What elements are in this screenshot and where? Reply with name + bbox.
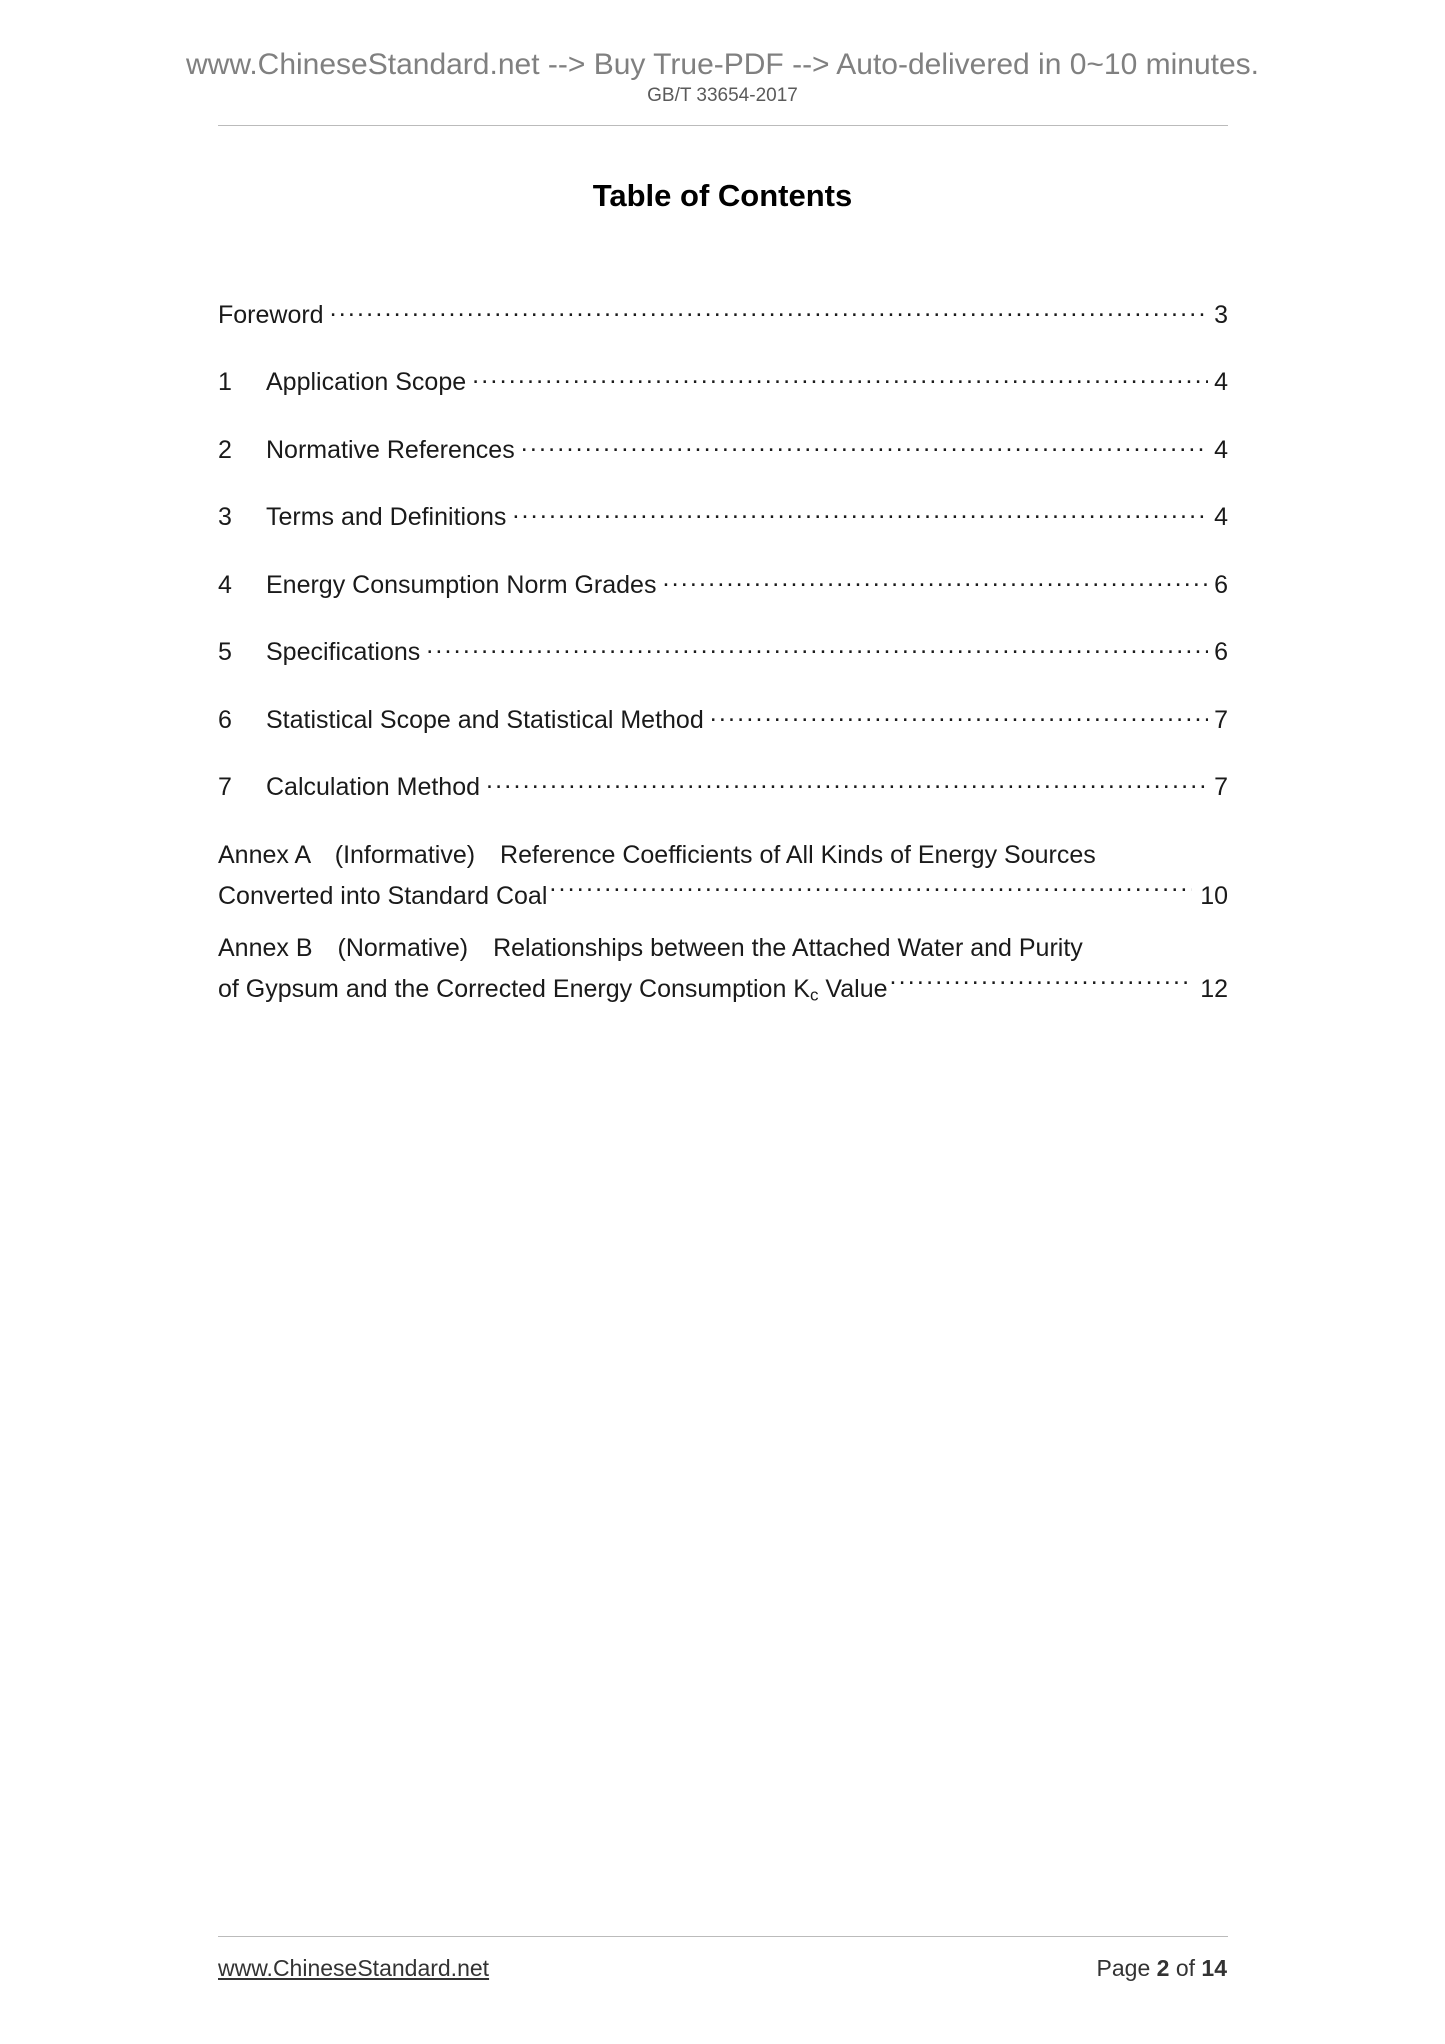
footer-divider: [218, 1936, 1228, 1937]
footer-page-number: 2: [1156, 1955, 1170, 1981]
toc-leader-dots: [662, 565, 1208, 593]
toc-annex-b-line2-after: Value: [818, 974, 888, 1003]
toc-entry-page: 7: [1214, 773, 1228, 801]
toc-entry-label: Terms and Definitions: [266, 503, 507, 531]
toc-entry-number: 2: [218, 435, 232, 464]
toc-leader-dots: [549, 876, 1192, 904]
toc-entry-page: 4: [1214, 368, 1228, 396]
toc-entry-page: 7: [1214, 705, 1228, 734]
toc-entry-number: 1: [218, 368, 232, 396]
watermark-banner: www.ChineseStandard.net --> Buy True-PDF --> Auto-delivered in 0~10 minutes.: [185, 48, 1260, 81]
toc-entry[interactable]: [218, 295, 1228, 330]
toc-entry[interactable]: [218, 565, 1228, 600]
toc-entry[interactable]: [218, 363, 1228, 398]
toc-entry[interactable]: [218, 633, 1228, 668]
toc-entry[interactable]: [218, 430, 1228, 465]
toc-annex-b-line2-before: of Gypsum and the Corrected Energy Consumption K: [218, 974, 810, 1003]
header-divider: [218, 125, 1228, 126]
toc-leader-dots: [330, 295, 1209, 323]
toc-entry-annex-b[interactable]: [218, 928, 1228, 1009]
toc-entry-number: 7: [218, 773, 232, 801]
table-of-contents: [218, 295, 1228, 1021]
footer-page-middle: of: [1169, 1955, 1202, 1981]
toc-annex-b-line2: [218, 969, 888, 1010]
toc-annex-b-page: 12: [1200, 974, 1228, 1003]
toc-entry-number: 5: [218, 638, 232, 666]
toc-entry-annex-a[interactable]: [218, 835, 1228, 916]
toc-entry-label: Application Scope: [266, 368, 467, 396]
toc-entry-page: 4: [1214, 435, 1228, 464]
footer-page-indicator: [1097, 1955, 1227, 1982]
toc-annex-a-line2: Converted into Standard Coal: [218, 881, 548, 910]
footer-site-link[interactable]: www.ChineseStandard.net: [218, 1955, 490, 1981]
toc-entry-label: Statistical Scope and Statistical Method: [266, 705, 704, 734]
toc-entry-label: Foreword: [218, 300, 324, 329]
toc-annex-a-line1: Annex A (Informative) Reference Coefficients of All Kinds of Energy Sources: [218, 841, 1096, 869]
toc-entry[interactable]: [218, 768, 1228, 803]
toc-leader-dots: [890, 969, 1193, 997]
toc-entry-number: 6: [218, 705, 232, 734]
toc-annex-b-line1: Annex B (Normative) Relationships between the Attached Water and Purity: [218, 934, 1083, 962]
toc-entry-page: 3: [1214, 300, 1228, 329]
page-title: Table of Contents: [592, 178, 853, 213]
footer-page-total: 14: [1201, 1955, 1227, 1981]
toc-entry-page: 6: [1214, 570, 1228, 599]
toc-entry[interactable]: [218, 700, 1228, 735]
footer-page-prefix: Page: [1096, 1955, 1157, 1981]
toc-leader-dots: [710, 700, 1208, 728]
toc-entry-label: Energy Consumption Norm Grades: [266, 570, 657, 599]
toc-entry-label: Calculation Method: [266, 773, 481, 801]
toc-entry-label: Specifications: [266, 638, 421, 666]
standard-code: GB/T 33654-2017: [647, 85, 798, 106]
toc-leader-dots: [472, 363, 1208, 391]
toc-annex-a-page: 10: [1200, 881, 1228, 910]
toc-leader-dots: [521, 430, 1208, 458]
toc-entry-number: 4: [218, 570, 232, 599]
toc-entry-page: 6: [1214, 638, 1228, 666]
toc-leader-dots: [486, 768, 1208, 796]
toc-entry-label: Normative References: [266, 435, 515, 464]
toc-leader-dots: [512, 498, 1208, 526]
toc-entry[interactable]: [218, 498, 1228, 533]
toc-leader-dots: [426, 633, 1208, 661]
toc-entry-page: 4: [1214, 503, 1228, 531]
kc-subscript: c: [809, 985, 819, 1005]
toc-entry-number: 3: [218, 503, 232, 531]
